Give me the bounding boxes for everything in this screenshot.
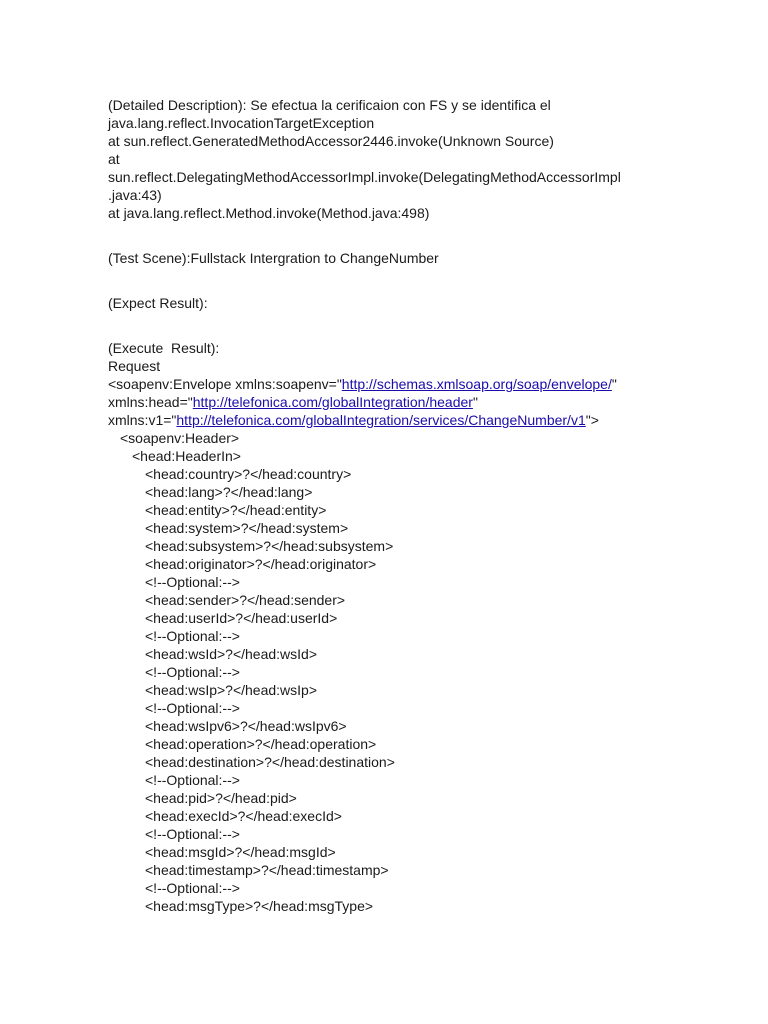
envelope-line: <soapenv:Envelope xmlns:soapenv="http://schemas.xmlsoap.org/soap/envelope/" bbox=[108, 376, 617, 392]
request-label: Request bbox=[108, 358, 161, 374]
xml-line: <head:execId>?</head:execId> bbox=[145, 808, 342, 824]
head-namespace-line: xmlns:head="http://telefonica.com/globalIntegration/header" bbox=[108, 394, 478, 410]
stacktrace-line: at java.lang.reflect.Method.invoke(Method.java:498) bbox=[108, 205, 430, 221]
v1-namespace-link[interactable]: http://telefonica.com/globalIntegration/services/ChangeNumber/v1 bbox=[176, 412, 586, 428]
expect-result: (Expect Result): bbox=[108, 295, 208, 311]
xml-line: <head:timestamp>?</head:timestamp> bbox=[145, 862, 389, 878]
xml-line: <head:pid>?</head:pid> bbox=[145, 790, 297, 806]
stacktrace-line: at bbox=[108, 151, 120, 167]
xml-comment: <!--Optional:--> bbox=[145, 826, 240, 842]
xml-line: <soapenv:Header> bbox=[120, 430, 240, 446]
xml-line: <head:wsIp>?</head:wsIp> bbox=[145, 682, 318, 698]
detailed-description-line: (Detailed Description): Se efectua la cerificaion con FS y se identifica el bbox=[108, 97, 551, 113]
stacktrace-line: at sun.reflect.GeneratedMethodAccessor2446.invoke(Unknown Source) bbox=[108, 133, 554, 149]
xml-comment: <!--Optional:--> bbox=[145, 700, 240, 716]
execute-result: (Execute Result): bbox=[108, 340, 220, 356]
test-scene: (Test Scene):Fullstack Intergration to ChangeNumber bbox=[108, 250, 439, 266]
xml-line: <head:entity>?</head:entity> bbox=[145, 502, 327, 518]
xml-line: <head:HeaderIn> bbox=[132, 448, 241, 464]
xml-line: <head:subsystem>?</head:subsystem> bbox=[145, 538, 394, 554]
xml-comment: <!--Optional:--> bbox=[145, 664, 240, 680]
soapenv-namespace-link[interactable]: http://schemas.xmlsoap.org/soap/envelope/ bbox=[341, 376, 612, 392]
xml-line: <head:wsId>?</head:wsId> bbox=[145, 646, 318, 662]
xml-line: <head:userId>?</head:userId> bbox=[145, 610, 338, 626]
xml-line: <head:country>?</head:country> bbox=[145, 466, 352, 482]
xml-line: <head:destination>?</head:destination> bbox=[145, 754, 395, 770]
xml-line: <head:lang>?</head:lang> bbox=[145, 484, 313, 500]
v1-namespace-line: xmlns:v1="http://telefonica.com/globalIntegration/services/ChangeNumber/v1"> bbox=[108, 412, 599, 428]
stacktrace-line: sun.reflect.DelegatingMethodAccessorImpl.invoke(DelegatingMethodAccessorImpl bbox=[108, 169, 621, 185]
xml-comment: <!--Optional:--> bbox=[145, 628, 240, 644]
xml-line: <head:msgType>?</head:msgType> bbox=[145, 898, 374, 914]
head-namespace-link[interactable]: http://telefonica.com/globalIntegration/header bbox=[192, 394, 473, 410]
xml-comment: <!--Optional:--> bbox=[145, 574, 240, 590]
xml-line: <head:system>?</head:system> bbox=[145, 520, 349, 536]
xml-line: <head:operation>?</head:operation> bbox=[145, 736, 377, 752]
document-page bbox=[108, 96, 668, 915]
xml-comment: <!--Optional:--> bbox=[145, 880, 240, 896]
xml-comment: <!--Optional:--> bbox=[145, 772, 240, 788]
exception-line: java.lang.reflect.InvocationTargetException bbox=[108, 115, 375, 131]
envelope-prefix: <soapenv:Envelope xmlns:soapenv=" bbox=[108, 376, 342, 392]
stacktrace-line: .java:43) bbox=[108, 187, 162, 203]
xml-line: <head:msgId>?</head:msgId> bbox=[145, 844, 336, 860]
xml-line: <head:sender>?</head:sender> bbox=[145, 592, 346, 608]
xml-line: <head:originator>?</head:originator> bbox=[145, 556, 377, 572]
xml-line: <head:wsIpv6>?</head:wsIpv6> bbox=[145, 718, 347, 734]
